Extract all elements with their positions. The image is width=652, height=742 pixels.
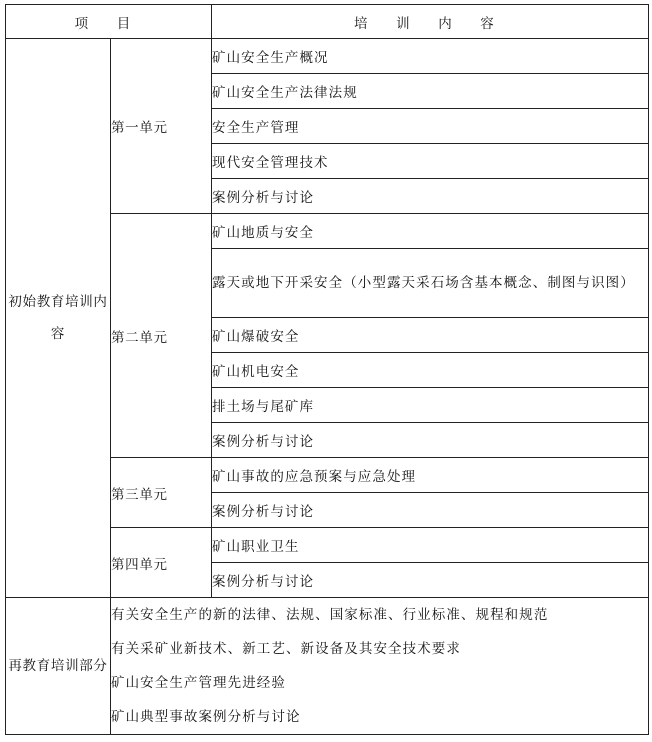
content-item: 矿山职业卫生 <box>212 528 649 563</box>
content-item: 矿山爆破安全 <box>212 318 649 353</box>
content-item: 案例分析与讨论 <box>212 493 649 528</box>
initial-category-cell: 初始教育培训内容 <box>6 39 111 598</box>
content-item: 矿山典型事故案例分析与讨论 <box>111 709 301 725</box>
content-item: 矿山事故的应急预案与应急处理 <box>212 458 649 493</box>
table-row <box>6 598 649 735</box>
content-item: 矿山地质与安全 <box>212 214 649 249</box>
table-row <box>6 39 649 74</box>
content-item: 现代安全管理技术 <box>212 144 649 179</box>
content-item: 案例分析与讨论 <box>212 423 649 458</box>
content-item: 安全生产管理 <box>212 109 649 144</box>
content-item: 露天或地下开采安全（小型露天采石场含基本概念、制图与识图） <box>212 249 649 318</box>
content-item: 有关采矿业新技术、新工艺、新设备及其安全技术要求 <box>111 641 461 657</box>
header-row <box>6 5 649 39</box>
unit-name: 第四单元 <box>111 528 212 598</box>
content-item: 矿山安全生产管理先进经验 <box>111 675 286 691</box>
content-item: 有关安全生产的新的法律、法规、国家标准、行业标准、规程和规范 <box>111 607 549 623</box>
content-item: 排土场与尾矿库 <box>212 388 649 423</box>
content-item: 矿山安全生产法律法规 <box>212 74 649 109</box>
re-education-content <box>111 598 649 735</box>
unit-name: 第一单元 <box>111 39 212 214</box>
re-education-category-cell: 再教育培训部分 <box>6 598 111 735</box>
header-content: 培 训 内 容 <box>212 5 649 39</box>
unit-name: 第三单元 <box>111 458 212 528</box>
content-item: 矿山机电安全 <box>212 353 649 388</box>
unit-name: 第二单元 <box>111 214 212 458</box>
content-item: 案例分析与讨论 <box>212 563 649 598</box>
header-item: 项 目 <box>6 5 212 39</box>
content-item: 矿山安全生产概况 <box>212 39 649 74</box>
content-item: 案例分析与讨论 <box>212 179 649 214</box>
training-content-table <box>5 4 649 735</box>
